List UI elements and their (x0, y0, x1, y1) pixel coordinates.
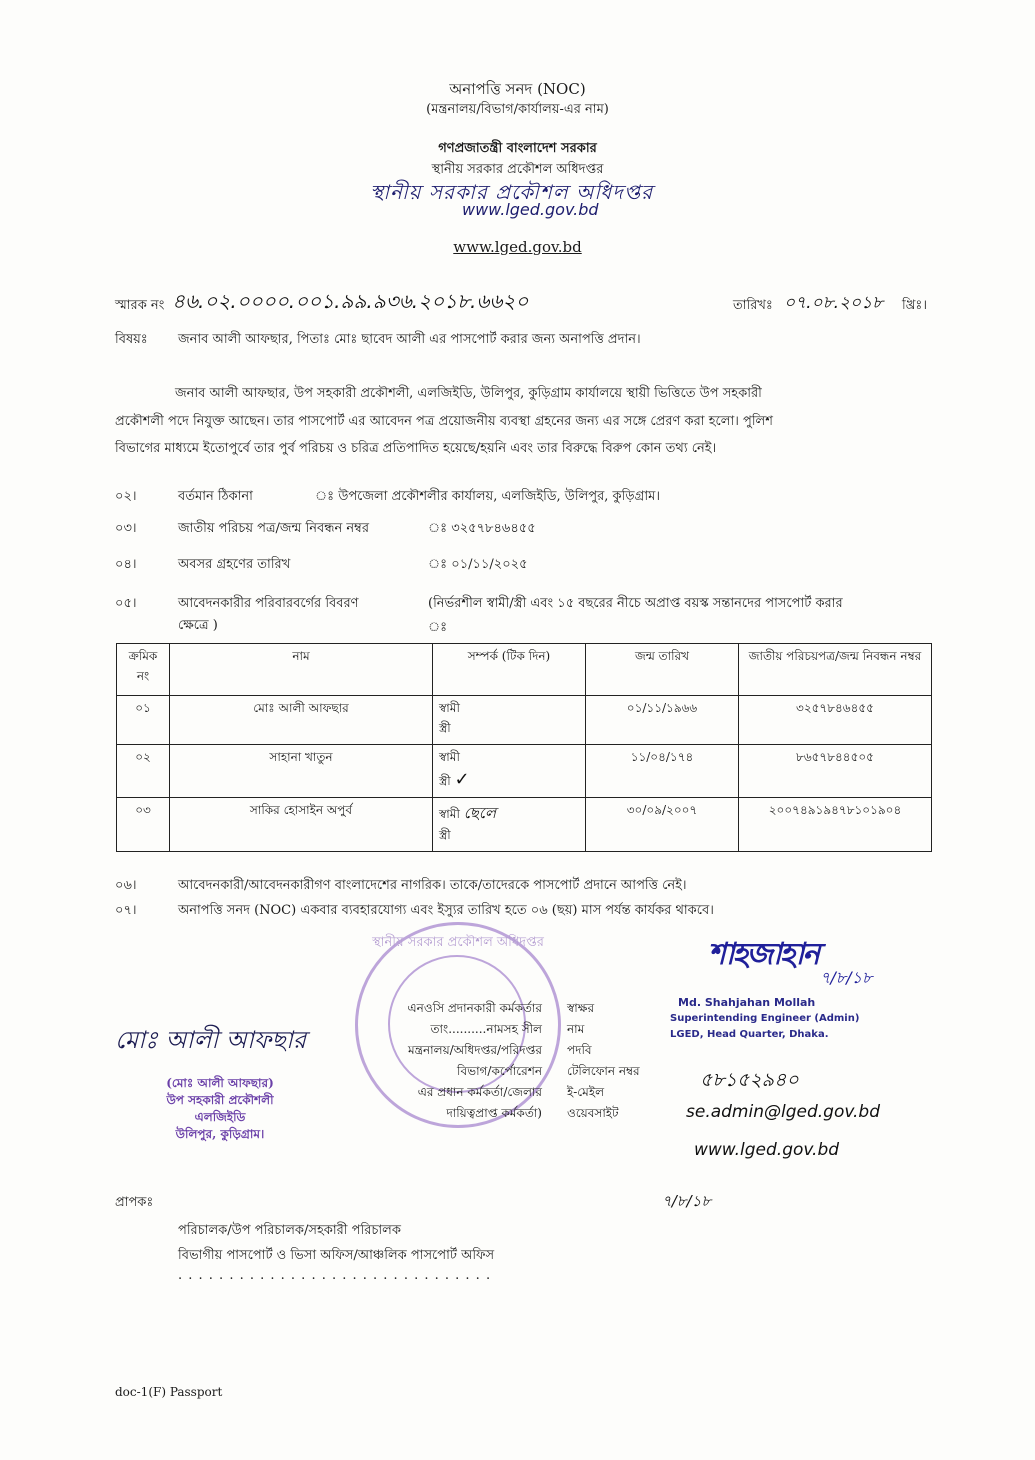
body-line-2: প্রকৌশলী পদে নিযুক্ত আছেন। তার পাসপোর্ট এর আবেদন পত্র প্রয়োজনীয় ব্যবস্থা গ্রহনের জন্য এর সঙ্গে প্রেরণ করা হলো। পুলিশ (115, 414, 773, 429)
item-03-label: জাতীয় পরিচয় পত্র/জন্ম নিবন্ধন নম্বর (178, 521, 369, 536)
row-dob: ০১/১১/১৯৬৬ (586, 696, 739, 745)
col-serial: ক্রমিক নং (117, 644, 170, 696)
row-serial: ০২ (117, 745, 170, 798)
item-07-num: ০৭। (115, 903, 137, 918)
doc-title: অনাপত্তি সনদ (NOC) (449, 80, 586, 98)
rel-wife: স্ত্রী (439, 721, 451, 735)
item-02-num: ০২। (115, 489, 137, 504)
field-email: ই-মেইল (567, 1085, 605, 1099)
stamp-name: Md. Shahjahan Mollah (678, 996, 816, 1009)
col-nid: জাতীয় পরিচয়পত্র/জন্ম নিবন্ধন নম্বর (739, 644, 932, 696)
row-nid: ৮৬৫৭৮৪৪৫০৫ (739, 745, 932, 798)
row-name: সাহানা খাতুন (170, 745, 433, 798)
row-name: সাকির হোসাইন অপুর্ব (170, 798, 433, 852)
col-dob: জন্ম তারিখ (586, 644, 739, 696)
website-link[interactable]: www.lged.gov.bd (453, 238, 582, 256)
field-signature: স্বাক্ষর (567, 1001, 595, 1015)
recipient-line-1: পরিচালক/উপ পরিচালক/সহকারী পরিচালক (178, 1223, 401, 1238)
officer-fields (567, 998, 640, 1124)
handwritten-department: স্থানীয় সরকার প্রকৌশল অধিদপ্তর (370, 180, 654, 204)
applicant-seal (115, 1075, 325, 1143)
applicant-signature: মোঃ আলী আফছার (115, 1026, 307, 1054)
row-nid: ২০০৭৪৯১৯৪৭৮১০১৯০৪ (739, 798, 932, 852)
seal-line: এলজিইডি (194, 1110, 246, 1124)
government-name: গণপ্রজাতন্ত্রী বাংলাদেশ সরকার (438, 141, 597, 156)
body-line-1: জনাব আলী আফছার, উপ সহকারী প্রকৌশলী, এলজিইডি, উলিপুর, কুড়িগ্রাম কার্যালয়ে স্থায়ী ভিত্তিতে উপ সহকারী (175, 386, 762, 401)
row-dob: ১১/০৪/১৭৪ (586, 745, 739, 798)
item-06-num: ০৬। (115, 878, 137, 893)
date-label: তারিখঃ (733, 298, 773, 313)
row-nid: ৩২৫৭৮৪৬৪৫৫ (739, 696, 932, 745)
row-dob: ৩০/০৯/২০০৭ (586, 798, 739, 852)
handwritten-website: www.lged.gov.bd (462, 200, 599, 219)
officer-line: তাং..........নামসহ সীল (430, 1022, 542, 1036)
rel-wife: স্ত্রী (439, 828, 451, 842)
memo-label: স্মারক নং (115, 298, 165, 313)
recipient-label: প্রাপকঃ (115, 1195, 154, 1210)
item-07-text: অনাপত্তি সনদ (NOC) একবার ব্যবহারযোগ্য এবং ইস্যুর তারিখ হতে ০৬ (ছয়) মাস পর্যন্ত কার্যকর থাকবে। (178, 903, 714, 918)
col-relation: সম্পর্ক (টিক দিন) (433, 644, 586, 696)
recipient-dots: . . . . . . . . . . . . . . . . . . . . . . . . . . . . . . . (178, 1268, 492, 1283)
officer-name-stamp (670, 995, 859, 1043)
col-name: নাম (170, 644, 433, 696)
officer-designation-block (360, 998, 542, 1124)
department-name: স্থানীয় সরকার প্রকৌশল অধিদপ্তর (431, 162, 604, 177)
item-05-label-2: ক্ষেত্রে ) (178, 618, 218, 633)
memo-number: ৪৬.০২.০০০০.০০১.৯৯.৯৩৬.২০১৮.৬৬২০ (172, 289, 529, 313)
seal-line: উলিপুর, কুড়িগ্রাম। (175, 1127, 265, 1141)
seal-line: উপ সহকারী প্রকৌশলী (166, 1093, 274, 1107)
officer-line: এনওসি প্রদানকারী কর্মকর্তার (407, 1001, 542, 1015)
item-03-value: ঃ ৩২৫৭৮৪৬৪৫৫ (428, 521, 536, 536)
stamp-title: Superintending Engineer (Admin) (670, 1013, 860, 1024)
item-02-value: ঃ উপজেলা প্রকৌশলীর কার্যালয়, এলজিইডি, উলিপুর, কুড়িগ্রাম। (315, 489, 660, 504)
item-02-label: বর্তমান ঠিকানা (178, 489, 253, 504)
rel-husband: স্বামী (439, 701, 460, 715)
row-relation (433, 745, 586, 798)
seal-line: (মোঃ আলী আফছার) (166, 1076, 274, 1090)
field-name: নাম (567, 1022, 585, 1036)
item-04-label: অবসর গ্রহণের তারিখ (178, 557, 291, 572)
officer-line: মন্ত্রনালয়/অধিদপ্তর/পরিদপ্তর (407, 1043, 542, 1057)
officer-phone: ৫৮১৫২৯৪০ (700, 1069, 799, 1091)
subject-label: বিষয়ঃ (115, 332, 148, 347)
row-name: মোঃ আলী আফছার (170, 696, 433, 745)
stamp-office: LGED, Head Quarter, Dhaka. (670, 1029, 829, 1040)
officer-email[interactable]: se.admin@lged.gov.bd (686, 1102, 881, 1122)
officer-signature-date: ৭/৮/১৮ (820, 968, 873, 987)
item-05-label: আবেদনকারীর পরিবারবর্গের বিবরণ (178, 596, 359, 611)
table-row (117, 696, 932, 745)
field-website: ওয়েবসাইট (567, 1106, 619, 1120)
field-designation: পদবি (567, 1043, 592, 1057)
officer-line: এর প্রধান কর্মকর্তা/জেলার (417, 1085, 542, 1099)
body-line-3: বিভাগের মাধ্যমে ইতোপুর্বে তার পুর্ব পরিচয় ও চরিত্র প্রতিপাদিত হয়েছে/হয়নি এবং তার বিরুদ্ধে বিরুপ কোন তথ্য নেই। (115, 441, 717, 456)
officer-line: বিভাগ/কর্পোরেশন (457, 1064, 542, 1078)
checkmark-icon: ✓ (454, 769, 470, 790)
subject-text: জনাব আলী আফছার, পিতাঃ মোঃ ছাবেদ আলী এর পাসপোর্ট করার জন্য অনাপত্তি প্রদান। (178, 332, 641, 347)
table-row (117, 745, 932, 798)
officer-signature: শাহজাহান (708, 937, 819, 972)
handwritten-son: ছেলে (463, 804, 497, 822)
initial-date: ৭/৮/১৮ (662, 1192, 712, 1210)
row-relation (433, 798, 586, 852)
item-03-num: ০৩। (115, 521, 137, 536)
officer-website[interactable]: www.lged.gov.bd (694, 1140, 840, 1160)
officer-line: দায়িত্বপ্রাপ্ত কর্মকর্তা) (446, 1106, 542, 1120)
item-04-value: ঃ ০১/১১/২০২৫ (428, 557, 528, 572)
table-header-row (117, 644, 932, 696)
date-suffix: খ্রিঃ। (902, 298, 927, 313)
doc-id: doc-1(F) Passport (115, 1385, 223, 1399)
doc-subtitle: (মন্ত্রনালয়/বিভাগ/কার্যালয়-এর নাম) (426, 102, 609, 117)
item-06-text: আবেদনকারী/আবেদনকারীগণ বাংলাদেশের নাগরিক। তাকে/তাদেরকে পাসপোর্ট প্রদানে আপত্তি নেই। (178, 878, 687, 893)
rel-husband: স্বামী (439, 750, 460, 764)
rel-husband: স্বামী ছেলে (439, 804, 497, 822)
item-04-num: ০৪। (115, 557, 137, 572)
recipient-line-2: বিভাগীয় পাসপোর্ট ও ভিসা অফিস/আঞ্চলিক পাসপোর্ট অফিস (178, 1248, 495, 1263)
item-05-num: ০৫। (115, 596, 137, 611)
row-relation (433, 696, 586, 745)
family-table (116, 643, 932, 852)
item-05-value: (নির্ভরশীল স্বামী/স্ত্রী এবং ১৫ বছরের নীচে অপ্রাপ্ত বয়স্ক সন্তানদের পাসপোর্ট করার (428, 596, 843, 611)
table-row (117, 798, 932, 852)
memo-date: ০৭.০৮.২০১৮ (784, 293, 884, 313)
rel-wife: স্ত্রী ✓ (439, 769, 470, 790)
row-serial: ০১ (117, 696, 170, 745)
item-05-value-2: ঃ (428, 620, 448, 635)
row-serial: ০৩ (117, 798, 170, 852)
field-phone: টেলিফোন নম্বর (567, 1064, 640, 1078)
seal-text: স্থানীয় সরকার প্রকৌশল অধিদপ্তর (372, 935, 544, 950)
